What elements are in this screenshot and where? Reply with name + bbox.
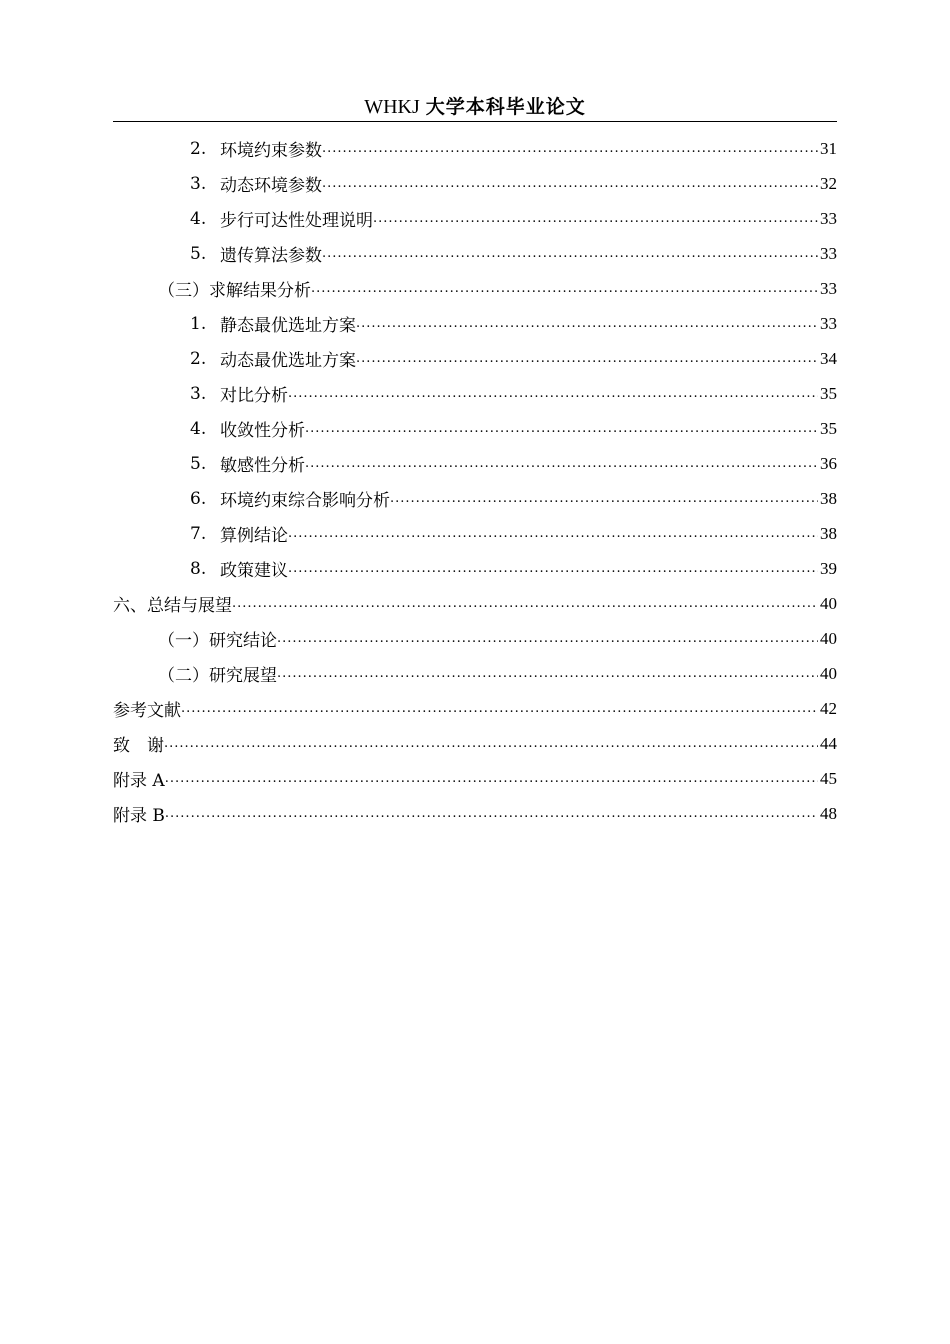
toc-entry-number: 7. <box>190 523 207 544</box>
toc-dot-leader <box>322 140 818 166</box>
toc-page-number: 33 <box>820 208 837 228</box>
toc-entry-number: 5. <box>190 453 207 474</box>
toc-entry[interactable] <box>113 341 837 376</box>
toc-dot-leader <box>390 490 818 516</box>
toc-dot-leader <box>356 315 818 341</box>
toc-entry-label: 环境约束综合影响分析 <box>220 491 390 511</box>
toc-dot-leader <box>277 630 818 656</box>
toc-entry-label: （三）求解结果分析 <box>158 281 311 301</box>
toc-dot-leader <box>305 420 818 446</box>
toc-entry-number: 5. <box>190 243 207 264</box>
toc-entry[interactable] <box>113 761 837 796</box>
toc-entry[interactable] <box>113 796 837 831</box>
toc-entry-label: 敏感性分析 <box>220 456 305 476</box>
toc-page-number: 42 <box>820 698 837 718</box>
toc-entry-label: 对比分析 <box>220 386 288 406</box>
toc-entry[interactable] <box>113 201 837 236</box>
toc-entry-number: 2. <box>190 348 207 369</box>
toc-entry-label: 六、总结与展望 <box>113 596 232 616</box>
toc-dot-leader <box>311 280 818 306</box>
header-title-latin: WHKJ <box>364 96 420 118</box>
toc-entry-number: 6. <box>190 488 207 509</box>
toc-entry-number: 4. <box>190 418 207 439</box>
toc-dot-leader <box>305 455 818 481</box>
toc-entry-label: 收敛性分析 <box>220 421 305 441</box>
toc-entry[interactable] <box>113 131 837 166</box>
toc-page-number: 38 <box>820 523 837 543</box>
toc-page-number: 40 <box>820 628 837 648</box>
toc-entry-number: 3. <box>190 173 207 194</box>
toc-entry-label: 静态最优选址方案 <box>220 316 356 336</box>
toc-entry-label: 遗传算法参数 <box>220 246 322 266</box>
toc-entry[interactable] <box>113 236 837 271</box>
toc-dot-leader <box>164 735 818 761</box>
toc-entry-label: 动态最优选址方案 <box>220 351 356 371</box>
toc-page-number: 44 <box>820 733 837 753</box>
toc-entry-number: 8. <box>190 558 207 579</box>
toc-page-number: 35 <box>820 383 837 403</box>
toc-entry[interactable] <box>113 551 837 586</box>
toc-dot-leader <box>356 350 818 376</box>
toc-entry-label: 附录 A <box>113 771 165 791</box>
toc-dot-leader <box>288 525 818 551</box>
toc-entry-number: 1. <box>190 313 207 334</box>
toc-page-number: 40 <box>820 593 837 613</box>
toc-entry[interactable] <box>113 376 837 411</box>
toc-page-number: 33 <box>820 313 837 333</box>
toc-entry[interactable] <box>113 411 837 446</box>
toc-page-number: 45 <box>820 768 837 788</box>
toc-dot-leader <box>288 385 818 411</box>
toc-entry-number: 4. <box>190 208 207 229</box>
toc-entry[interactable] <box>113 481 837 516</box>
toc-page-number: 36 <box>820 453 837 473</box>
toc-page-number: 31 <box>820 138 837 158</box>
toc-entry-label: 环境约束参数 <box>220 141 322 161</box>
toc-entry[interactable] <box>113 446 837 481</box>
toc-dot-leader <box>322 175 818 201</box>
toc-page-number: 33 <box>820 278 837 298</box>
toc-entry[interactable] <box>113 726 837 761</box>
toc-dot-leader <box>373 210 818 236</box>
toc-dot-leader <box>322 245 818 271</box>
toc-page-number: 40 <box>820 663 837 683</box>
toc-entry-label: （一）研究结论 <box>158 631 277 651</box>
toc-entry-label: 附录 B <box>113 806 165 826</box>
toc-entry-number: 3. <box>190 383 207 404</box>
toc-entry[interactable] <box>113 166 837 201</box>
toc-dot-leader <box>232 595 818 621</box>
toc-entry[interactable] <box>113 656 837 691</box>
toc-entry-number: 2. <box>190 138 207 159</box>
toc-entry-label: 算例结论 <box>220 526 288 546</box>
toc-page-number: 39 <box>820 558 837 578</box>
page-header <box>113 93 837 121</box>
toc-entry[interactable] <box>113 271 837 306</box>
toc-page-number: 48 <box>820 803 837 823</box>
toc-entry-label: 致 谢 <box>113 736 164 756</box>
toc-entry-label: 参考文献 <box>113 701 181 721</box>
toc-page-number: 34 <box>820 348 837 368</box>
toc-page-number: 38 <box>820 488 837 508</box>
toc-entry-label: （二）研究展望 <box>158 666 277 686</box>
toc-page-number: 33 <box>820 243 837 263</box>
toc-dot-leader <box>288 560 818 586</box>
toc-entry-label: 动态环境参数 <box>220 176 322 196</box>
toc-entry-label: 政策建议 <box>220 561 288 581</box>
toc-page-number: 32 <box>820 173 837 193</box>
toc-entry[interactable] <box>113 621 837 656</box>
toc-entry-label: 步行可达性处理说明 <box>220 211 373 231</box>
toc-dot-leader <box>165 805 818 831</box>
toc-entry[interactable] <box>113 691 837 726</box>
toc-dot-leader <box>165 770 818 796</box>
toc-entry[interactable] <box>113 306 837 341</box>
toc-page-number: 35 <box>820 418 837 438</box>
table-of-contents <box>113 131 837 831</box>
header-title-cjk: 大学本科毕业论文 <box>425 96 586 118</box>
toc-dot-leader <box>181 700 818 726</box>
toc-entry[interactable] <box>113 586 837 621</box>
toc-entry[interactable] <box>113 516 837 551</box>
header-rule <box>113 121 837 122</box>
toc-dot-leader <box>277 665 818 691</box>
